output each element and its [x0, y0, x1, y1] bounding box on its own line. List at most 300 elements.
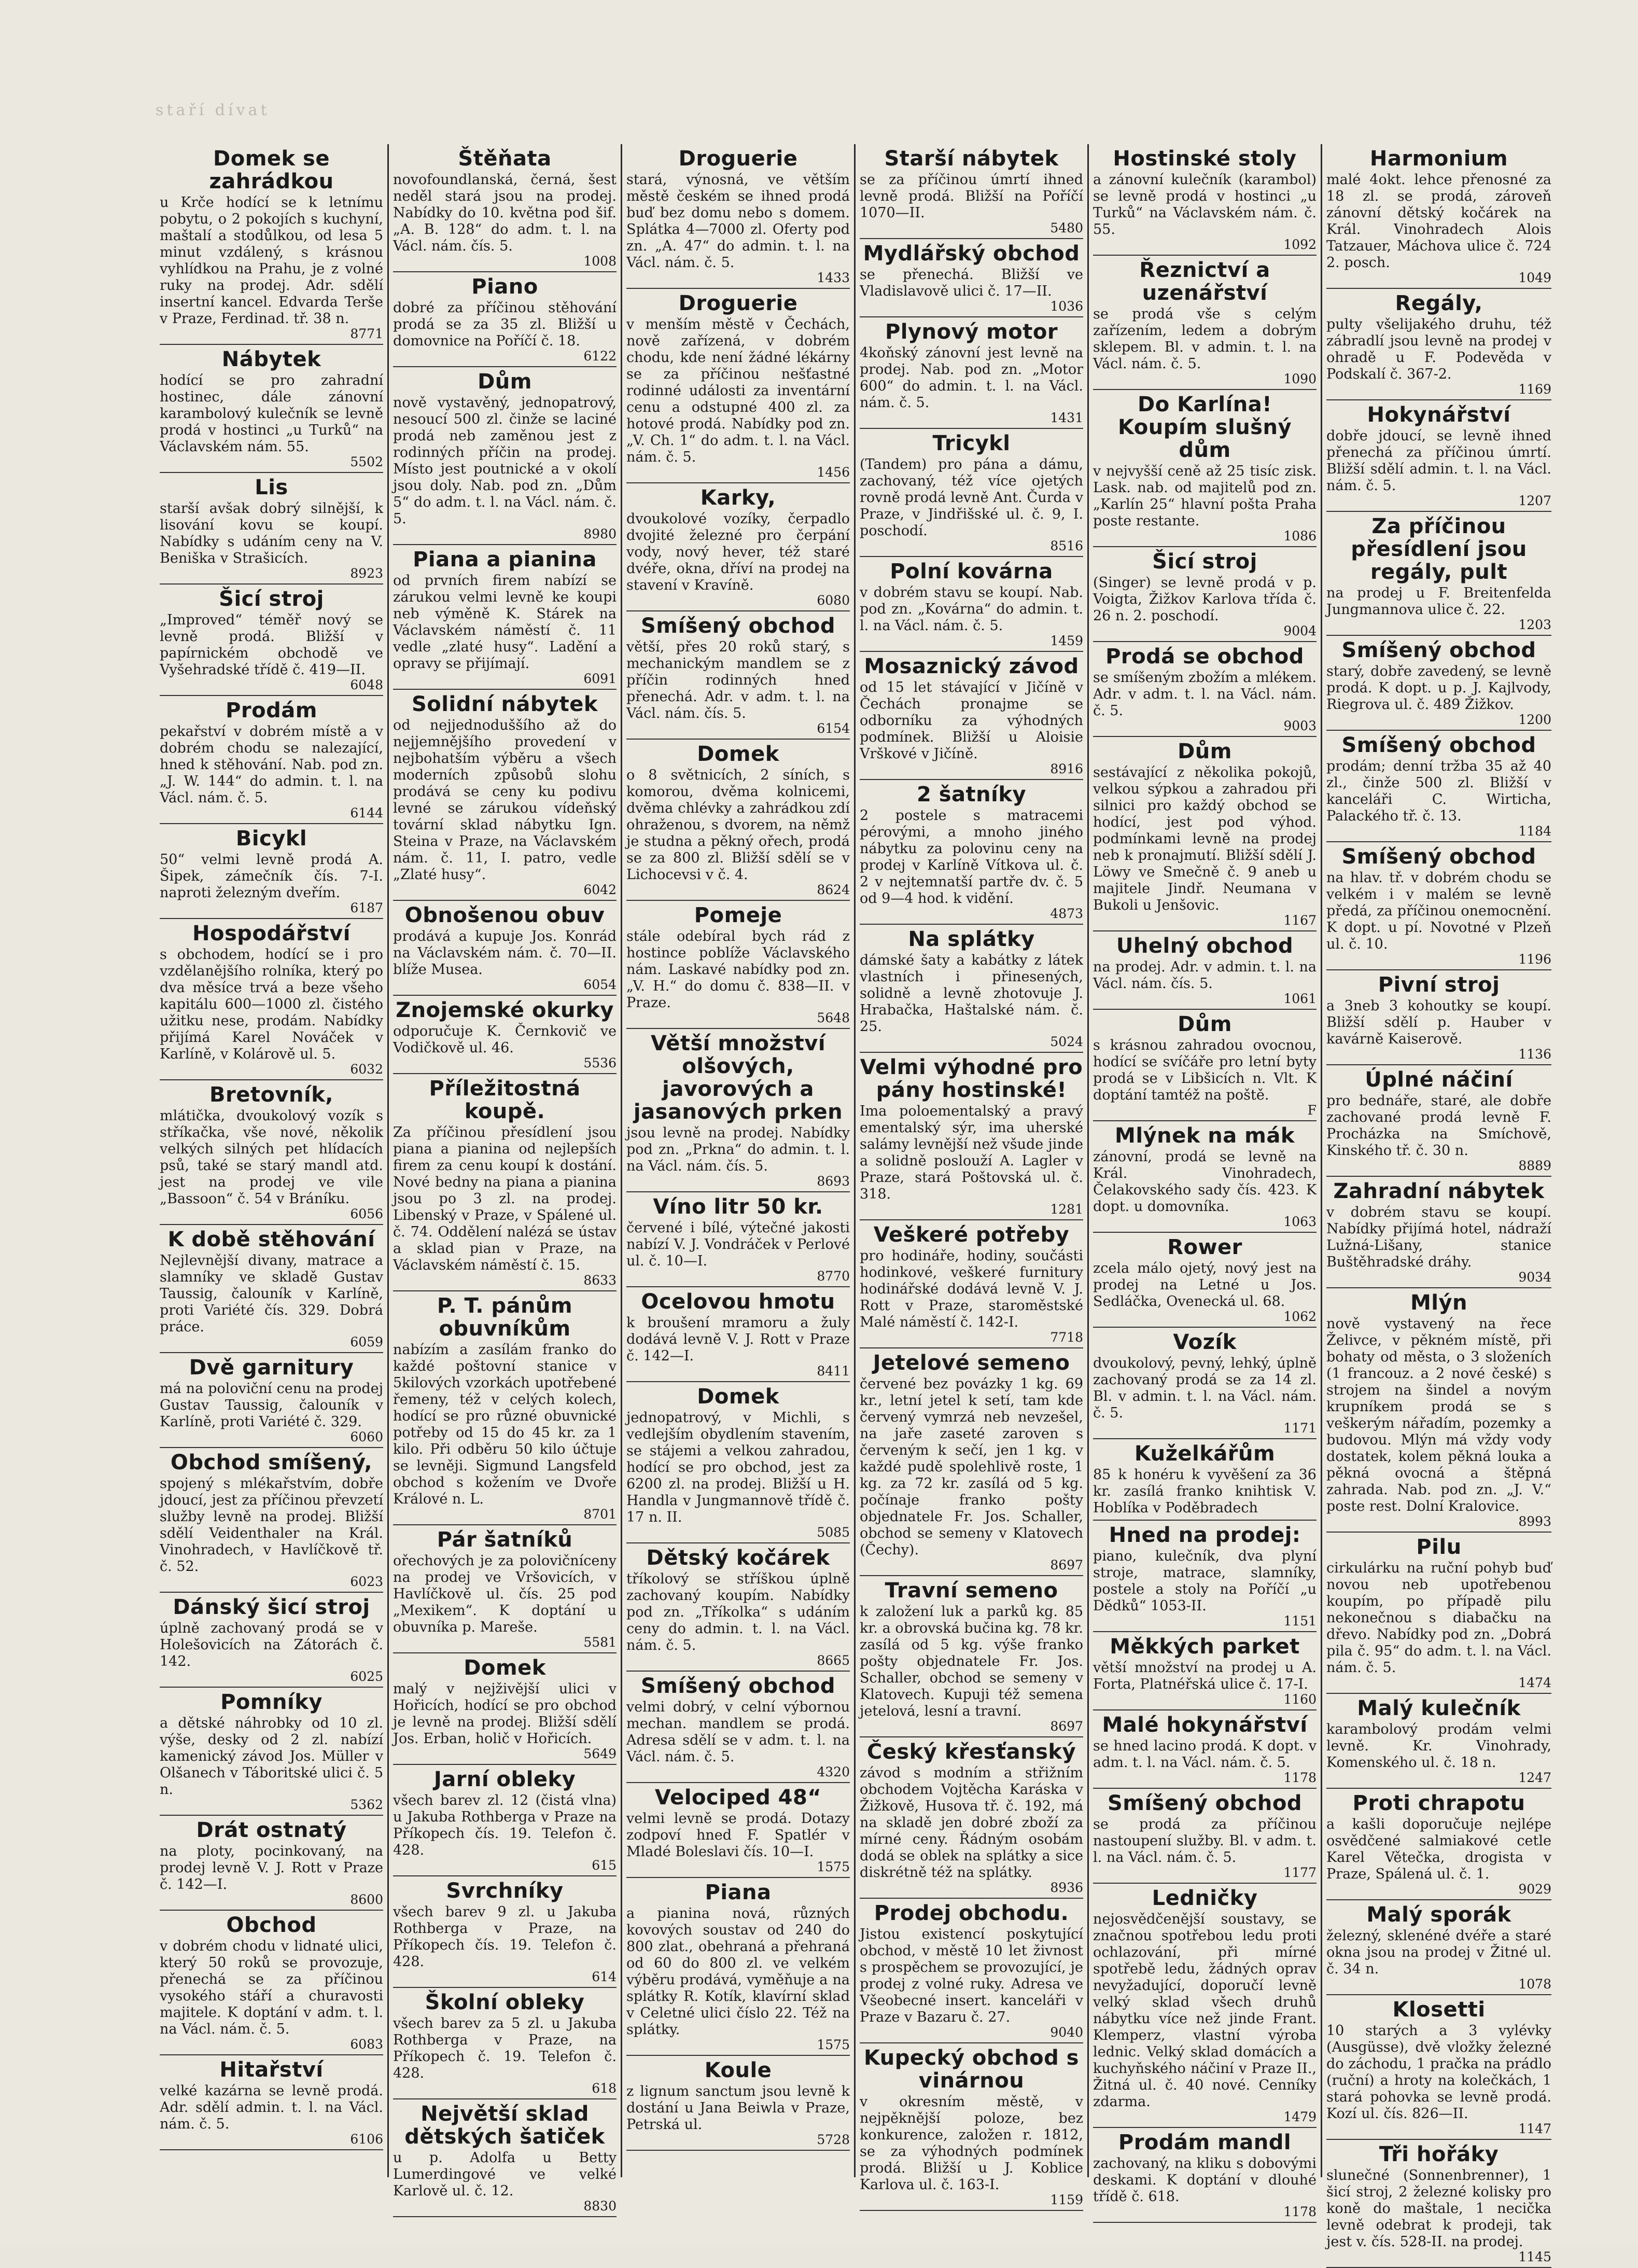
- ad-number: 1062: [1283, 1309, 1317, 1324]
- ad-title: Piana a pianina: [413, 548, 597, 572]
- ad-text: na prodej. Adr. v admin. t. l. na Václ. nám. čís. 5.: [1093, 959, 1317, 992]
- ad-title: Znojemské okurky: [396, 998, 614, 1022]
- ad-number: 1092: [1283, 237, 1317, 252]
- ad-number: 1169: [1518, 382, 1551, 397]
- ad-title: Příležitostná koupě.: [429, 1077, 581, 1123]
- ad-title: Hitařství: [219, 2058, 324, 2082]
- ad-text: zcela málo ojetý, nový jest na prodej na Letné u Jos. Sedláčka, Ovenecká ul. 68.: [1093, 1260, 1317, 1310]
- classified-ad: [1326, 1533, 1551, 1694]
- ad-number: 1086: [1283, 528, 1317, 544]
- ad-title: Drát ostnatý: [196, 1818, 347, 1842]
- classified-ad: [860, 317, 1083, 429]
- ad-text: červené i bílé, výtečné jakosti nabízí V. J. Vondráček v Perlové ul. č. 10—I.: [626, 1220, 850, 1269]
- ad-title: Nábytek: [221, 347, 321, 371]
- ad-text: starší avšak dobrý silnější, k lisování kovu se koupí. Nabídky s udáním ceny na V. Beniška v Strašicích.: [160, 500, 383, 566]
- ad-number: 8993: [1518, 1514, 1551, 1529]
- ad-title: Školní obleky: [425, 1991, 585, 2014]
- classified-ad: [860, 1576, 1083, 1737]
- ad-text: velmi dobrý, v celní výbornou mechan. mandlem se prodá. Adresa sdělí se v adm. t. l. na Václ. nám. č. 5.: [626, 1699, 850, 1765]
- ad-title: Droguerie: [678, 147, 798, 171]
- ad-title: Uhelný obchod: [1116, 934, 1294, 958]
- classified-ad: [160, 1816, 383, 1911]
- ad-title: Domek: [464, 1656, 546, 1680]
- classified-ad: [160, 345, 383, 473]
- classified-ad: [393, 2099, 617, 2217]
- classified-ad: [626, 289, 850, 483]
- ad-title: Klosetti: [1392, 1998, 1486, 2022]
- ad-text: se přenechá. Bližší ve Vladislavově ulici č. 17—II.: [860, 267, 1083, 299]
- ad-title: Dům: [478, 370, 532, 394]
- classified-ad: [1093, 1010, 1317, 1121]
- ad-text: (Tandem) pro pána a dámu, zachovaný, též více ojetých rovně prodá levně Ant. Čurda v Praze, v Jindřišské ul. č. 9, I. poschodí.: [860, 456, 1083, 539]
- ad-number: 1167: [1283, 913, 1317, 928]
- classified-ad: [1326, 144, 1551, 289]
- ad-title: Měkkých parket: [1110, 1635, 1300, 1659]
- classified-ad: [626, 1287, 850, 1382]
- classified-ad: [160, 585, 383, 696]
- ad-title: Velociped 48“: [654, 1786, 822, 1810]
- ad-title: Dánský šicí stroj: [173, 1595, 370, 1619]
- ad-number: 1078: [1518, 1977, 1551, 1992]
- ad-number: 8701: [583, 1507, 617, 1522]
- ad-text: železný, sklenéné dvéře a staré okna jsou na prodej v Žitné ul. č. 34 n.: [1326, 1928, 1551, 1977]
- ad-number: 1160: [1283, 1692, 1317, 1707]
- ad-number: 1456: [817, 465, 850, 480]
- classified-ad: [1093, 737, 1317, 931]
- ad-number: 8936: [1050, 1880, 1083, 1895]
- ad-text: zachovaný, na kliku s dobovými deskami. K doptání v dlouhé třídě č. 618.: [1093, 2155, 1317, 2205]
- ad-number: 6154: [817, 721, 850, 736]
- classified-ad: [1326, 1177, 1551, 1288]
- ad-text: pro hodináře, hodiny, součásti hodinkové, veškeré furnitury hodinářské dodává levně V. J. Rott v Praze, staroměstské Malé náměstí č. 142-I.: [860, 1248, 1083, 1330]
- ad-title: Úplné náčiní: [1365, 1068, 1513, 1092]
- ad-text: všech barev zl. 12 (čistá vlna) u Jakuba Rothberga v Praze na Příkopech čís. 19. Telefon č. 428.: [393, 1792, 617, 1858]
- classified-ad: [160, 473, 383, 585]
- classified-ad: [393, 272, 617, 367]
- ad-title: Šicí stroj: [1152, 550, 1257, 574]
- ad-text: 4koňský zánovní jest levně na prodej. Nab. pod zn. „Motor 600“ do admin. t. l. na Václ. nám. č. 5.: [860, 345, 1083, 411]
- ad-text: Ima poloementalský a pravý ementalský sýr, ima uherské salámy levnější než všude jinde a solidně poslouží A. Lagler v Praze, stará Poštovská ul. č. 318.: [860, 1103, 1083, 1202]
- ad-title: Proti chrapotu: [1352, 1791, 1525, 1815]
- ad-text: se za příčinou úmrtí ihned levně prodá. Bližší na Poříčí 1070—II.: [860, 172, 1083, 221]
- ad-text: a dětské náhrobky od 10 zl. výše, desky od 2 zl. nabízí kamenický závod Jos. Müller v Olšanech v Táboritské ulici č. 5 n.: [160, 1715, 383, 1798]
- classified-ad: [1093, 144, 1317, 256]
- classified-ad: [1093, 1328, 1317, 1439]
- classified-ad: [860, 429, 1083, 557]
- ad-text: 10 starých a 3 vylévky (Ausgüsse), dvě vložky železné do záchodu, 1 pračka na prádlo (ruční) a hroty na kolečkách, 1 stará pohovka se levně prodá. Kozí ul. čís. 826—II.: [1326, 2023, 1551, 2122]
- ad-number: 6091: [583, 671, 617, 686]
- ad-text: pulty všelijakého druhu, též zábradlí jsou levně na prodej v ohradě u F. Podevěda v Podskalí č. 367-2.: [1326, 316, 1551, 382]
- ad-title: Řeznictví a uzenářství: [1139, 258, 1270, 305]
- ad-title: Svrchníky: [446, 1879, 564, 1903]
- classified-ad: [160, 824, 383, 919]
- ad-title: Piana: [705, 1881, 772, 1904]
- ad-title: Tři hořáky: [1379, 2142, 1499, 2166]
- classified-ad: [1326, 512, 1551, 636]
- classified-ad: [860, 1348, 1083, 1576]
- ad-number: 8633: [583, 1273, 617, 1288]
- classified-ad: [393, 996, 617, 1074]
- ad-number: 1061: [1283, 991, 1317, 1006]
- classified-ad: [1093, 1439, 1317, 1521]
- ad-number: 8916: [1050, 761, 1083, 776]
- ad-text: pekařství v dobrém místě a v dobrém chodu se nalezající, hned k stěhování. Nab. pod zn. „J. W. 144“ do admin. t. l. na Václ. nám. č. 5.: [160, 723, 383, 806]
- ad-title: Starší nábytek: [884, 147, 1059, 171]
- ad-text: dvoukolový, pevný, lehký, úplně zachovaný prodá se za 14 zl. Bl. v admin. t. l. na Václ. nám. č. 5.: [1093, 1355, 1317, 1421]
- ad-title: Tricykl: [932, 432, 1011, 455]
- ad-text: v dobrém chodu v lidnaté ulici, který 50 roků se provozuje, přenechá se za příčinou vysokého stáří a churavosti majitele. K doptání v adm. t. l. na Václ. nám. č. 5.: [160, 1938, 383, 2037]
- ad-number: 8600: [350, 1892, 383, 1907]
- ad-number: 8889: [1518, 1158, 1551, 1173]
- ad-number: 1203: [1518, 617, 1551, 632]
- ad-title: Koule: [704, 2058, 772, 2082]
- ad-title: Hospodářství: [192, 922, 351, 945]
- classified-ad: [626, 1783, 850, 1878]
- ad-number: 6042: [583, 882, 617, 897]
- ad-text: závod s modním a střižním obchodem Vojtěcha Karáska v Žižkově, Husova tř. č. 192, má na skladě jen dobré zboží za mírné ceny. Řádným osobám dodá se oblek na splátky a sice diskrétně též na splátky.: [860, 1765, 1083, 1881]
- ad-title: Malý sporák: [1366, 1903, 1511, 1927]
- ad-title: Malý kulečník: [1357, 1696, 1521, 1720]
- ad-title: Ocelovou hmotu: [641, 1290, 835, 1314]
- ad-number: 1178: [1283, 2204, 1317, 2219]
- ad-title: Dům: [1178, 740, 1232, 763]
- ad-title: Smíšený obchod: [1341, 638, 1536, 662]
- ad-text: prodám; denní tržba 35 až 40 zl., činže 500 zl. Bližší v kanceláři C. Wirticha, Palackého tř. č. 13.: [1326, 758, 1551, 824]
- ad-number: 1281: [1050, 1202, 1083, 1217]
- classified-ad: [1093, 1789, 1317, 1884]
- classified-ad: [393, 901, 617, 996]
- ad-title: Šicí stroj: [219, 587, 324, 611]
- ad-text: nabízím a zasílám franko do každé poštovní stanice v 5kilových vzorkách upotřebené řemeny, též v celých kolech, hodící se pro různé obuvnické potřeby od 15 do 45 kr. za 1 kilo. Při odběru 50 kilo účtuje se levněji. Sigmund Langsfeld obchod s kožením ve Dvoře Králové n. L.: [393, 1342, 617, 1507]
- ad-number: 1177: [1283, 1865, 1317, 1880]
- ad-text: k broušení mramoru a žuly dodává levně V. J. Rott v Praze č. 142—I.: [626, 1315, 850, 1364]
- ad-text: stará, výnosná, ve větším městě českém se ihned prodá buď bez domu nebo s domem. Splátka 4—7000 zl. Oferty pod zn. „A. 47“ do admin. t. l. na Václ. nám. č. 5.: [626, 172, 850, 271]
- column-5: [1089, 144, 1322, 2219]
- ad-number: 8693: [817, 1174, 850, 1189]
- ad-text: všech barev 9 zl. u Jakuba Rothberga v Praze, na Příkopech čís. 19. Telefon č. 428.: [393, 1904, 617, 1970]
- ad-text: zánovní, prodá se levně na Král. Vinohradech, Čelakovského sady čís. 423. K dopt. u domovníka.: [1093, 1149, 1317, 1215]
- ad-number: 8411: [817, 1363, 850, 1379]
- ad-text: nově vystavený na řece Želivce, v pěkném místě, při bohaty od města, o 3 složeních (1 francouz. a 2 nové české) s strojem na šindel a novým krupníkem prodá se s veškerým nářadím, pozemky a budovou. Mlýn má vždy vody dostatek, kolem pěkná louka a pěkná ovocná a štěpná zahrada. Nab. pod zn. „J. V.“ poste rest. Dolní Kralovice.: [1326, 1316, 1551, 1514]
- ad-text: a kašli doporučuje nejlépe osvědčené salmiakové cetle Karel Větečka, drogista v Praze, Spálená ul. č. 1.: [1326, 1816, 1551, 1882]
- classified-ad: [1326, 636, 1551, 731]
- ad-text: hodící se pro zahradní hostinec, dále zánovní karambolový kulečník se levně prodá v hostinci „u Turků“ na Václavském nám. 55.: [160, 372, 383, 455]
- ad-number: 6144: [350, 805, 383, 820]
- ad-number: 5536: [583, 1055, 617, 1070]
- classified-ad: [626, 1192, 850, 1287]
- classified-ad: [1093, 547, 1317, 642]
- page-header-faint: staří dívat: [156, 101, 270, 119]
- ad-text: Za příčinou přesídlení jsou piana a pianina od nejlepších firem za cenu koupí k dostání. Nové bedny na piana a pianina jsou po 3 zl. na prodej. Libenský v Praze, v Spálené ul. č. 74. Oddělení nalézá se ústav a sklad pian v Praze, na Václavském náměstí č. 15.: [393, 1124, 617, 1273]
- classified-ad: [626, 1543, 850, 1672]
- classified-ad: [626, 740, 850, 901]
- classified-ad: [860, 1053, 1083, 1220]
- ad-title: Za příčinou přesídlení jsou regály, pult: [1351, 514, 1527, 584]
- ad-title: Mydlářský obchod: [863, 242, 1080, 266]
- ad-text: karambolový prodám velmi levně. Kr. Vinohrady, Komenského ul. č. 18 n.: [1326, 1721, 1551, 1771]
- ad-title: Mlýn: [1410, 1291, 1468, 1315]
- classified-ad: [1326, 1995, 1551, 2140]
- classified-ad: [160, 1225, 383, 1353]
- ad-number: 1184: [1518, 824, 1551, 839]
- ad-title: Pár šatníků: [437, 1528, 573, 1552]
- ad-text: v dobrém stavu se koupí. Nab. pod zn. „Kovárna“ do admin. t. l. na Václ. nám. č. 5.: [860, 585, 1083, 634]
- ad-number: 6187: [350, 900, 383, 915]
- ad-number: 1145: [1518, 2249, 1551, 2264]
- classified-ad: [860, 144, 1083, 239]
- ad-text: starý, dobře zavedený, se levně prodá. K dopt. u p. J. Kajlvody, Riegrova ul. č. 489 Žižkov.: [1326, 663, 1551, 713]
- ad-text: se hned lacino prodá. K dopt. v adm. t. l. na Václ. nám. č. 5.: [1093, 1738, 1317, 1771]
- ad-title: Smíšený obchod: [640, 1674, 836, 1698]
- ad-number: 1159: [1050, 2192, 1083, 2207]
- ad-title: Domek: [697, 1385, 779, 1409]
- ad-text: v okresním městě, v nejpěknější poloze, bez konkurence, založen r. 1812, se za výhodných podmínek prodá. Bližší u J. Koblice Karlova ul. č. 163-I.: [860, 2094, 1083, 2193]
- ad-title: Mosaznický závod: [864, 655, 1079, 678]
- ad-text: v dobrém stavu se koupí. Nabídky přijímá hotel, nádraží Lužná-Lišany, stanice Buštěhradské dráhy.: [1326, 1204, 1551, 1270]
- classified-ad: [860, 557, 1083, 652]
- ad-title: Do Karlína! Koupím slušný dům: [1117, 393, 1292, 462]
- ad-text: tříkolový se stříškou úplně zachovaný koupím. Nabídky pod zn. „Tříkolka“ s udáním ceny do admin. t. l. na Václ. nám. č. 5.: [626, 1571, 850, 1653]
- classified-ad: [1326, 842, 1551, 970]
- ad-title: Prodej obchodu.: [874, 1901, 1069, 1925]
- ad-number: 8697: [1050, 1557, 1083, 1573]
- ad-number: 1171: [1283, 1421, 1317, 1436]
- ad-text: na hlav. tř. v dobrém chodu se velkém i v malém se levně předá, za příčinou onemocnění. K dopt. u pí. Novotné v Plzeň ul. č. 10.: [1326, 870, 1551, 952]
- ad-number: 8624: [817, 882, 850, 897]
- ad-title: Jarní obleky: [433, 1768, 576, 1791]
- ad-text: dámské šaty a kabátky z látek vlastních i přinesených, solidně a levně zhotovuje J. Hrabačka, Haštalské nám. č. 25.: [860, 952, 1083, 1035]
- ad-number: 5480: [1050, 220, 1083, 235]
- classified-ad: [1326, 400, 1551, 512]
- ad-number: 614: [592, 1969, 617, 1984]
- ad-number: 8665: [817, 1653, 850, 1668]
- classified-ad: [1326, 1288, 1551, 1533]
- ad-title: Bicykl: [235, 827, 307, 851]
- ad-title: Piano: [471, 275, 538, 299]
- ad-number: 6122: [583, 349, 617, 364]
- ad-number: 8830: [583, 2199, 617, 2214]
- ad-number: 6054: [583, 977, 617, 992]
- ad-text: prodává a kupuje Jos. Konrád na Václavském nám. č. 70—II. blíže Musea.: [393, 928, 617, 978]
- ad-title: Obchod: [226, 1913, 317, 1937]
- ad-title: Travní semeno: [885, 1579, 1058, 1603]
- ad-number: 1431: [1050, 410, 1083, 425]
- classified-ad: [160, 1593, 383, 1688]
- ad-number: 1207: [1518, 493, 1551, 508]
- classified-ad: [626, 483, 850, 611]
- ad-number: 7718: [1050, 1330, 1083, 1345]
- ad-number: 1196: [1518, 952, 1551, 967]
- ad-text: od nejjednoduššího až do nejjemnějšího provedení v nejbohatším výběru a všech moderních způsobů slohu prodává se ceny ku podivu levné se zárukou vídeňský tovární sklad nábytku Ign. Steina v Praze, na Václavském nám. č. 11, I. patro, vedle „Zlaté husy“.: [393, 717, 617, 883]
- ad-number: 6059: [350, 1334, 383, 1349]
- ad-number: 1474: [1518, 1675, 1551, 1690]
- classified-ad: [160, 2055, 383, 2150]
- classified-ad: [160, 1353, 383, 1448]
- classified-ad: [393, 1988, 617, 2099]
- ad-number: 9003: [1283, 718, 1317, 733]
- ad-title: Lis: [255, 476, 288, 499]
- ad-number: 1049: [1518, 270, 1551, 285]
- ad-title: Na splátky: [908, 927, 1035, 951]
- ad-title: Jetelové semeno: [873, 1351, 1070, 1375]
- ad-text: dobře jdoucí, se levně ihned přenechá za příčinou úmrtí. Bližší sdělí admin. t. l. na Václ. nám. č. 5.: [1326, 428, 1551, 494]
- ad-text: „Improved“ téměř nový se levně prodá. Bližší v papírnickém obchodě ve Vyšehradské třídě č. 419—II.: [160, 612, 383, 678]
- classified-ad: [1093, 931, 1317, 1010]
- ad-text: pro bednáře, staré, ale dobře zachované prodá levně F. Procházka na Smíchově, Kinského tř. č. 30 n.: [1326, 1093, 1551, 1159]
- ad-number: 5648: [817, 1010, 850, 1025]
- classified-ad: [1326, 1789, 1551, 1900]
- ad-number: 6023: [350, 1574, 383, 1589]
- ad-text: od prvních firem nabízí se zárukou velmi levně ke koupi neb výměně K. Stárek na Václavském náměstí č. 11 vedle „zlaté husy“. Ladění a opravy se přijímají.: [393, 573, 617, 672]
- ad-text: 50“ velmi levně prodá A. Šipek, zámečník čís. 7-I. naproti železným dveřím.: [160, 852, 383, 901]
- ad-text: se smíšeným zbožím a mlékem. Adr. v adm. t. l. na Václ. nám. č. 5.: [1093, 670, 1317, 719]
- ad-title: Malé hokynářství: [1102, 1713, 1308, 1737]
- ad-text: z lignum sanctum jsou levně k dostání u Jana Beiwla v Praze, Petrská ul.: [626, 2083, 850, 2133]
- classified-ad: [626, 1382, 850, 1543]
- ad-title: Mlýnek na mák: [1115, 1124, 1295, 1148]
- column-6: [1322, 144, 1556, 2264]
- ad-text: u Krče hodící se k letnímu pobytu, o 2 pokojích s kuchyní, maštalí a stodůlkou, od lesa 5 minut vzdálený, s krásnou vyhlídkou na Prahu, je z volné ruky na prodej. Adr. sdělí insertní kancel. Edvarda Terše v Praze, Ferdinad. tř. 38 n.: [160, 194, 383, 327]
- ad-title: Ledničky: [1152, 1886, 1258, 1910]
- ad-text: nejosvědčenější soustavy, se značnou spotřebou ledu proti ochlazování, při mírné spotřebě ledu, žádných oprav nevyžadující, doporučí levně velký sklad všech druhů nábytku více než jinde Frant. Klemperz, vlastní výroba lednic. Velký sklad domácích a kuchyňského náčiní v Praze II., Žitná ul. č. 40 nové. Cenníky zdarma.: [1093, 1911, 1317, 2110]
- classified-ad: [626, 611, 850, 740]
- ad-text: nově vystavěný, jednopatrový, nesoucí 500 zl. činže se laciné prodá neb zaměnou jest z rodinných příčin na prodej. Místo jest poutnické a v okolí jsou doly. Nab. pod zn. „Dům 5“ do adm. t. l. na Václ. nám. č. 5.: [393, 395, 617, 527]
- ad-text: a zánovní kulečník (karambol) se levně prodá v hostinci „u Turků“ na Václavském nám. č. 55.: [1093, 172, 1317, 238]
- classified-ad: [860, 652, 1083, 780]
- classified-ad: [626, 144, 850, 289]
- ad-text: u p. Adolfa u Betty Lumerdingové ve velké Karlově ul. č. 12.: [393, 2150, 617, 2199]
- ad-title: Smíšený obchod: [1341, 733, 1536, 757]
- ad-number: 1479: [1283, 2109, 1317, 2124]
- ad-number: 5362: [350, 1797, 383, 1812]
- column-1: [156, 144, 389, 2177]
- ad-number: 9040: [1050, 2025, 1083, 2040]
- ad-number: 5024: [1050, 1034, 1083, 1049]
- ad-text: dvoukolové vozíky, čerpadlo dvojité železné pro čerpání vody, nový hever, též staré dvéře, okna, dříví na prodej na stavení v Kravíně.: [626, 511, 850, 593]
- classified-ad: [160, 696, 383, 824]
- ad-title: Smíšený obchod: [640, 614, 836, 638]
- ad-number: 6056: [350, 1206, 383, 1221]
- classified-ad: [160, 1448, 383, 1593]
- ad-number: 4320: [817, 1764, 850, 1779]
- classified-ad: [1326, 970, 1551, 1065]
- ad-title: Český křesťanský: [866, 1740, 1076, 1764]
- ad-text: na prodej u F. Breitenfelda Jungmannova ulice č. 22.: [1326, 585, 1551, 618]
- ad-number: 1147: [1518, 2121, 1551, 2136]
- ad-title: Velmi výhodné pro pány hostinské!: [860, 1055, 1083, 1102]
- ad-text: v nejvyšší ceně až 25 tisíc zisk. Lask. nab. od majitelů pod zn. „Karlín 25“ hlavní pošta Praha poste restante.: [1093, 463, 1317, 529]
- classified-ad: [393, 1074, 617, 1291]
- ad-number: 5581: [583, 1635, 617, 1650]
- ad-text: stále odebíral bych rád z hostince poblíže Václavského nám. Laskavé nabídky pod zn. „V. H.“ do domu č. 838—II. v Praze.: [626, 928, 850, 1011]
- ad-title: Prodá se obchod: [1105, 645, 1304, 669]
- ad-text: novofoundlanská, černá, šest neděl stará jsou na prodej. Nabídky do 10. května pod šif. „A. B. 128“ do adm. t. l. na Václ. nám. čís. 5.: [393, 172, 617, 254]
- ad-number: 6060: [350, 1429, 383, 1444]
- classified-ad: [393, 690, 617, 901]
- ad-number: 6032: [350, 1062, 383, 1077]
- ad-number: 6025: [350, 1669, 383, 1684]
- ad-text: s krásnou zahradou ovocnou, hodící se svíčáře pro letní byty prodá se v Libšicích n. Vlt. K doptání tamtéž na poště.: [1093, 1037, 1317, 1103]
- ad-number: 1459: [1050, 633, 1083, 648]
- ad-number: 6048: [350, 677, 383, 692]
- ad-number: 8770: [817, 1269, 850, 1284]
- ad-title: Vozík: [1173, 1330, 1237, 1354]
- ad-title: Zahradní nábytek: [1333, 1179, 1545, 1203]
- ad-title: Pivní stroj: [1378, 973, 1500, 997]
- ad-text: slunečné (Sonnenbrenner), 1 šicí stroj, 2 železné kolisky pro koně do maštale, 1 necička levně odebrat k prodeji, tak jest v. čís. 528-II. na prodej.: [1326, 2167, 1551, 2250]
- classified-ad: [393, 1291, 617, 1525]
- ad-number: 1178: [1283, 1770, 1317, 1785]
- ad-number: 8697: [1050, 1719, 1083, 1734]
- ad-number: 1200: [1518, 712, 1551, 727]
- ad-number: 1247: [1518, 1770, 1551, 1785]
- ad-number: 6083: [350, 2037, 383, 2052]
- classified-ad: [1093, 1632, 1317, 1710]
- ad-text: všech barev za 5 zl. u Jakuba Rothberga v Praze, na Příkopech č. 19. Telefon č. 428.: [393, 2015, 617, 2081]
- ad-text: velké kazárna se levně prodá. Adr. sdělí admin. t. l. na Václ. nám. č. 5.: [160, 2083, 383, 2132]
- ad-title: Hokynářství: [1367, 403, 1511, 427]
- ad-number: 5649: [583, 1746, 617, 1761]
- classified-ad: [1326, 2140, 1551, 2268]
- ad-text: Nejlevnější divany, matrace a slamníky ve skladě Gustav Taussig, čalouník v Karlíně, proti Variété čís. 329. Dobrá práce.: [160, 1253, 383, 1335]
- classified-ad: [1093, 1521, 1317, 1632]
- ad-text: úplně zachovaný prodá se v Holešovicích na Zátorách č. 142.: [160, 1620, 383, 1669]
- ad-text: velmi levně se prodá. Dotazy zodpoví hned F. Spatlér v Mladé Boleslavi čís. 10—I.: [626, 1811, 850, 1860]
- ad-title: Prodám mandl: [1118, 2131, 1292, 2154]
- ad-number: 6080: [817, 593, 850, 608]
- ad-title: Regály,: [1395, 291, 1483, 315]
- classified-ad: [160, 1911, 383, 2055]
- classified-ad: [160, 1080, 383, 1225]
- ad-title: P. T. pánům obuvníkům: [437, 1294, 573, 1341]
- classified-columns: [156, 144, 1556, 2264]
- ad-number: 8516: [1050, 538, 1083, 553]
- ad-title: Kuželkářům: [1134, 1442, 1276, 1466]
- ad-number: 1575: [817, 2037, 850, 2052]
- classified-ad: [626, 1672, 850, 1783]
- ad-text: malé 4okt. lehce přenosné za 18 zl. se prodá, zároveň zánovní dětský kočárek na Král. Vinohradech Alois Tatzauer, Máchova ulice č. 724 2. posch.: [1326, 172, 1551, 271]
- ad-text: červené bez povázky 1 kg. 69 kr., letní jetel k setí, tam kde červený vymrzá neb nevzešel, na jaře zaseté zaroven s červeným k sečí, jen 1 kg. v každé pudě spolehlivě roste, 1 kg. za 72 kr. zasílá od 5 kg. počínaje franko pošty objednatele Fr. Jos. Schaller, obchod se semeny v Klatovech (Čechy).: [860, 1376, 1083, 1558]
- ad-text: se prodá za příčinou nastoupení služby. Bl. v adm. t. l. na Václ. nám. č. 5.: [1093, 1816, 1317, 1866]
- classified-ad: [860, 239, 1083, 317]
- ad-title: Prodám: [226, 699, 317, 722]
- classified-ad: [626, 901, 850, 1029]
- ad-number: 618: [592, 2081, 617, 2096]
- ad-title: Dvě garnitury: [189, 1356, 354, 1380]
- ad-text: sestávající z několika pokojů, velkou sýpkou a zahradou při silnici pro každý obchod se hodící, jest pod výhod. podmínkami levně na prodej neb k pronajmutí. Bližší sdělí J. Löwy ve Smečně č. 9 aneb u majitele Jindř. Neumana v Bukoli u Jenšovic.: [1093, 764, 1317, 913]
- classified-ad: [393, 1876, 617, 1988]
- classified-ad: [860, 1899, 1083, 2043]
- ad-text: větší, přes 20 roků starý, s mechanickým mandlem se z příčin rodinných hned přenechá. Adr. v adm. t. l. na Václ. nám. čís. 5.: [626, 639, 850, 721]
- classified-ad: [626, 1029, 850, 1192]
- ad-number: 8980: [583, 526, 617, 541]
- ad-title: Bretovník,: [209, 1083, 333, 1107]
- ad-text: o 8 světnicích, 2 síních, s komorou, dvěma kolnicemi, dvěma chlévky a zahrádkou zdí ohraženou, s dvorem, na němž je studna a pěkný ořech, prodá se za 800 zl. Bližší sdělí se v Lichocevsi v č. 4.: [626, 767, 850, 883]
- ad-text: piano, kulečník, dva plyní stroje, matrace, slamníky, postele a stoly na Poříčí „u Dědků“ 1053-II.: [1093, 1548, 1317, 1614]
- ad-title: Domek: [697, 742, 779, 766]
- ad-text: v menším městě v Čechách, nově zařízená, v dobrém chodu, kde není žádné lékárny se za příčinou nešťastné rodinné události za inventární cenu a odstupné 400 zl. za hotové prodá. Nabídky pod zn. „V. Ch. 1“ do adm. t. l. na Václ. nám. č. 5.: [626, 316, 850, 465]
- ad-number: 1063: [1283, 1214, 1317, 1229]
- ad-number: 1090: [1283, 371, 1317, 386]
- ad-text: s obchodem, hodící se i pro vzdělanějšího rolníka, který po dva měsíce trvá a beze všeho kapitálu 600—1000 zl. čistého užitku nese, prodám. Nabídky přijímá Karel Nováček v Karlíně, v Kolárově ul. 5.: [160, 947, 383, 1062]
- ad-number: 1575: [817, 1859, 850, 1874]
- ad-number: 5085: [817, 1525, 850, 1540]
- classified-ad: [1326, 1900, 1551, 1995]
- ad-title: Hostinské stoly: [1113, 147, 1297, 171]
- ad-number: 1136: [1518, 1047, 1551, 1062]
- ad-text: od 15 let stávající v Jičíně v Čechách pronajme se odborníku za výhodných podmínek. Bližší u Aloisie Vrškové v Jičíně.: [860, 679, 1083, 762]
- ad-text: odporučuje K. Černkovič ve Vodičkově ul. 46.: [393, 1023, 617, 1056]
